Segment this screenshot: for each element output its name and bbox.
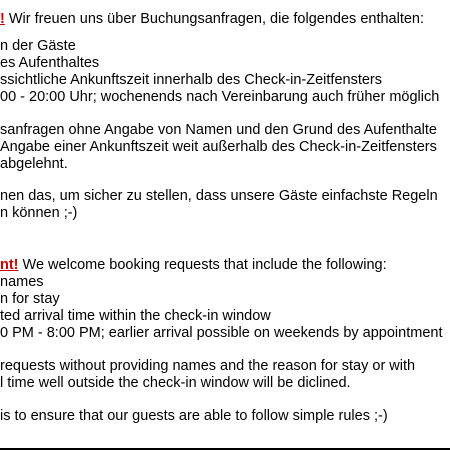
german-intro-text: Wir freuen uns über Buchungsanfragen, die folgendes enthalten: xyxy=(4,11,425,27)
english-item-reason: n for stay xyxy=(0,291,60,307)
german-item-names: n der Gäste xyxy=(0,38,76,54)
german-intro-accent: ! xyxy=(0,11,5,27)
german-intro-line xyxy=(0,11,424,28)
english-decline-line-1: requests without providing names and the reason for stay or with xyxy=(0,358,416,374)
english-intro-line xyxy=(0,257,387,274)
english-item-arrival: ted arrival time within the check-in window xyxy=(0,308,271,324)
english-item-names: names xyxy=(0,274,44,290)
german-item-arrival: ssichtliche Ankunftszeit innerhalb des Check-in-Zeitfensters xyxy=(0,72,383,88)
german-rules-line-2: n können ;-) xyxy=(0,205,78,221)
english-item-hours: 0 PM - 8:00 PM; earlier arrival possible on weekends by appointment xyxy=(0,325,443,341)
german-decline-line-2: Angabe einer Ankunftszeit weit außerhalb des Check-in-Zeitfensters xyxy=(0,139,437,155)
german-decline-line-3: abgelehnt. xyxy=(0,156,68,172)
english-intro-accent: nt! xyxy=(0,257,19,273)
german-item-reason: es Aufenthaltes xyxy=(0,55,100,71)
german-item-hours: 00 - 20:00 Uhr; wochenends nach Vereinbarung auch früher möglich xyxy=(0,89,440,105)
english-intro-text: We welcome booking requests that include the following: xyxy=(18,257,387,273)
english-rules-line-1: is to ensure that our guests are able to follow simple rules ;-) xyxy=(0,408,388,424)
german-rules-line-1: nen das, um sicher zu stellen, dass unsere Gäste einfachste Regeln xyxy=(0,188,438,204)
english-decline-line-2: l time well outside the check-in window will be diclined. xyxy=(0,375,351,391)
german-decline-line-1: sanfragen ohne Angabe von Namen und den Grund des Aufenthalte xyxy=(0,122,437,138)
